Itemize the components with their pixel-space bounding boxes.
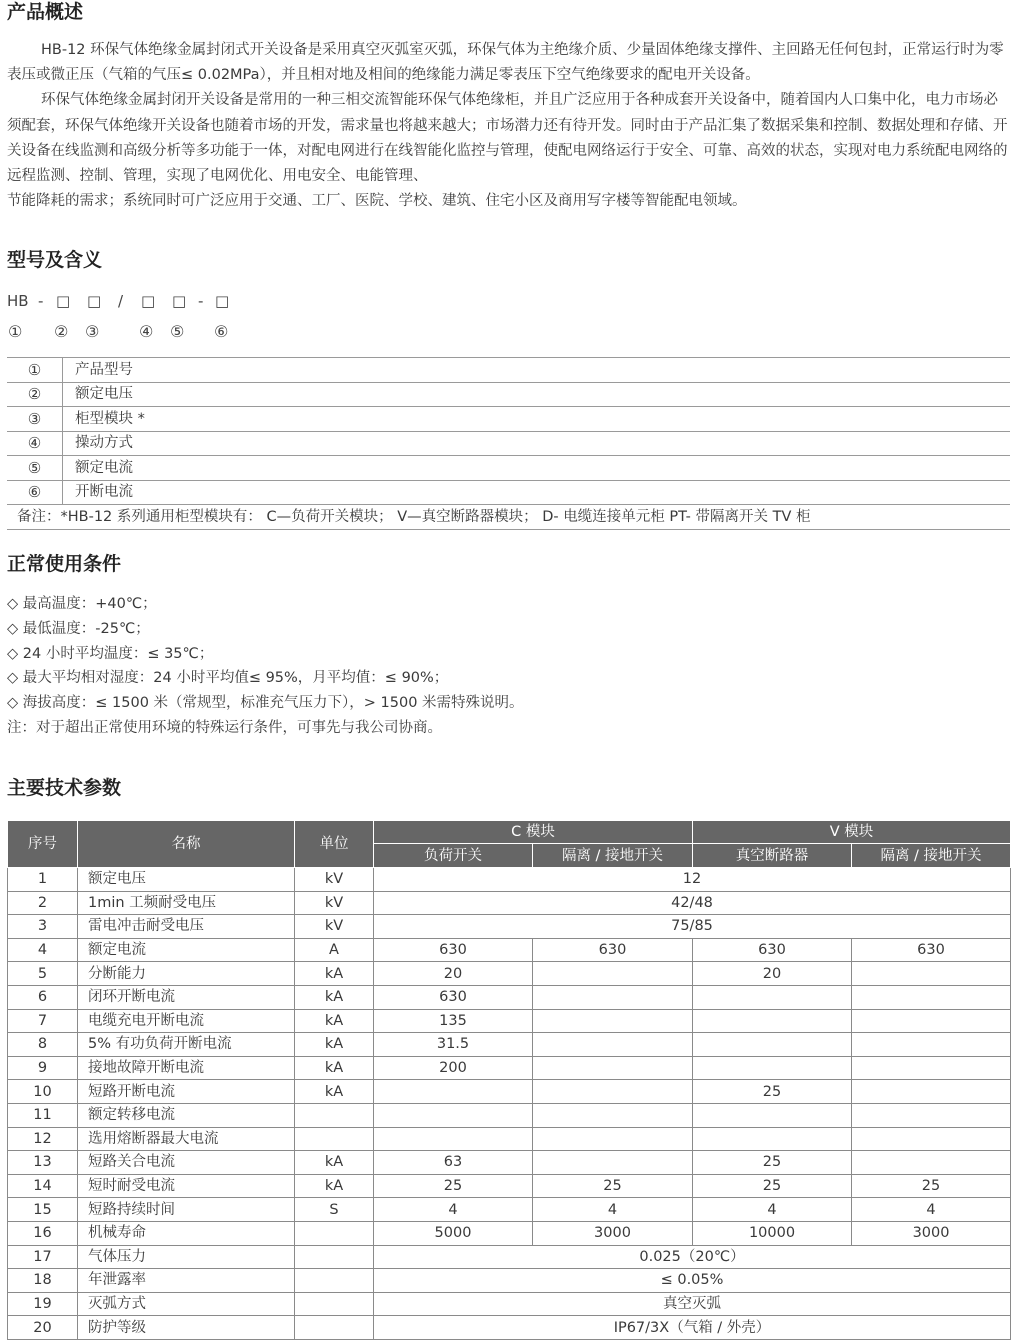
circle-number: ⑤ bbox=[170, 322, 185, 341]
row-unit bbox=[295, 1269, 374, 1293]
meaning-index: ① bbox=[7, 358, 63, 383]
row-value bbox=[693, 1103, 852, 1127]
row-seq: 11 bbox=[8, 1103, 78, 1127]
row-name: 闭环开断电流 bbox=[78, 985, 295, 1009]
table-row bbox=[8, 1269, 1011, 1293]
meaning-index: ⑤ bbox=[7, 456, 63, 481]
meaning-text: 额定电压 bbox=[63, 382, 1011, 407]
row-unit: kV bbox=[295, 915, 374, 939]
row-value-merged: 12 bbox=[374, 868, 1011, 892]
row-value bbox=[533, 985, 693, 1009]
code-token: / bbox=[118, 292, 124, 310]
row-value: 25 bbox=[693, 1174, 852, 1198]
row-value: 5000 bbox=[374, 1221, 533, 1245]
conditions-heading: 正常使用条件 bbox=[7, 553, 122, 575]
row-value bbox=[693, 1033, 852, 1057]
row-value bbox=[852, 985, 1011, 1009]
overview-paragraph-1: HB-12 环保气体绝缘金属封闭式开关设备是采用真空灭弧室灭弧，环保气体为主绝缘介质、少量固体绝缘支撑件、主回路无任何包封，正常运行时为零表压或微正压（气箱的气压≤ 0.02MPa），并且相对地及相间的绝缘能力满足零表压下空气绝缘要求的配电开关设备。 bbox=[7, 42, 1004, 84]
row-seq: 19 bbox=[8, 1292, 78, 1316]
row-value: 200 bbox=[374, 1056, 533, 1080]
model-heading: 型号及含义 bbox=[7, 249, 103, 271]
table-row bbox=[7, 382, 1010, 407]
row-value bbox=[693, 1056, 852, 1080]
meaning-index: ⑥ bbox=[7, 480, 63, 505]
row-value bbox=[852, 1151, 1011, 1175]
params-section bbox=[7, 776, 1010, 1340]
circle-number: ① bbox=[8, 322, 23, 341]
table-row bbox=[7, 456, 1010, 481]
row-seq: 3 bbox=[8, 915, 78, 939]
row-value: 630 bbox=[374, 938, 533, 962]
row-seq: 1 bbox=[8, 868, 78, 892]
row-value bbox=[533, 1009, 693, 1033]
header-c-load-switch: 负荷开关 bbox=[374, 844, 533, 868]
table-row bbox=[8, 1033, 1011, 1057]
row-seq: 8 bbox=[8, 1033, 78, 1057]
model-meaning-table bbox=[7, 357, 1010, 530]
row-name: 短时耐受电流 bbox=[78, 1174, 295, 1198]
row-value: 63 bbox=[374, 1151, 533, 1175]
model-section bbox=[7, 248, 1010, 530]
row-value: 630 bbox=[852, 938, 1011, 962]
row-unit: kA bbox=[295, 1009, 374, 1033]
row-value-merged: 42/48 bbox=[374, 891, 1011, 915]
table-row bbox=[7, 358, 1010, 383]
row-value: 4 bbox=[852, 1198, 1011, 1222]
row-value bbox=[693, 985, 852, 1009]
model-note: 备注：*HB-12 系列通用柜型模块有： C—负荷开关模块； V—真空断路器模块； D- 电缆连接单元柜 PT- 带隔离开关 TV 柜 bbox=[7, 505, 1010, 530]
row-unit bbox=[295, 1103, 374, 1127]
code-token: HB bbox=[7, 292, 29, 310]
circle-number: ② bbox=[54, 322, 69, 341]
row-value bbox=[693, 1009, 852, 1033]
row-value: 4 bbox=[374, 1198, 533, 1222]
row-value bbox=[852, 1056, 1011, 1080]
row-seq: 17 bbox=[8, 1245, 78, 1269]
row-value: 20 bbox=[374, 962, 533, 986]
header-seq: 序号 bbox=[8, 821, 78, 868]
row-value bbox=[533, 1151, 693, 1175]
row-unit bbox=[295, 1221, 374, 1245]
row-value: 4 bbox=[693, 1198, 852, 1222]
overview-paragraph-2: 环保气体绝缘金属封闭开关设备是常用的一种三相交流智能环保气体绝缘柜，并且广泛应用于各种成套开关设备中，随着国内人口集中化，电力市场必须配套，环保气体绝缘开关设备也随着市场的开发，需求量也将越来越大；市场潜力还有待开发。同时由于产品汇集了数据采集和控制、数据处理和存储、开关设备在线监测和高级分析等多功能于一体，对配电网进行在线智能化监控与管理，使配电网络运行于安全、可靠、高效的状态，实现对电力系统配电网络的远程监测、控制、管理，实现了电网优化、用电安全、电能管理、 bbox=[7, 92, 1008, 185]
row-seq: 13 bbox=[8, 1151, 78, 1175]
row-value bbox=[852, 962, 1011, 986]
row-name: 雷电冲击耐受电压 bbox=[78, 915, 295, 939]
row-unit: kA bbox=[295, 1174, 374, 1198]
row-value bbox=[852, 1080, 1011, 1104]
table-row bbox=[7, 505, 1010, 530]
meaning-text: 产品型号 bbox=[63, 358, 1011, 383]
row-unit: kV bbox=[295, 891, 374, 915]
table-row bbox=[8, 1151, 1011, 1175]
header-c-module: C 模块 bbox=[374, 821, 693, 844]
table-row bbox=[8, 1009, 1011, 1033]
row-value bbox=[374, 1127, 533, 1151]
row-name: 灭弧方式 bbox=[78, 1292, 295, 1316]
row-value-merged: 真空灭弧 bbox=[374, 1292, 1011, 1316]
meaning-text: 柜型模块 * bbox=[63, 407, 1011, 432]
row-value: 25 bbox=[374, 1174, 533, 1198]
row-value bbox=[852, 1103, 1011, 1127]
table-row bbox=[8, 891, 1011, 915]
row-value: 25 bbox=[693, 1080, 852, 1104]
row-unit: kA bbox=[295, 962, 374, 986]
table-row bbox=[8, 1245, 1011, 1269]
row-name: 短路开断电流 bbox=[78, 1080, 295, 1104]
row-name: 机械寿命 bbox=[78, 1221, 295, 1245]
table-row bbox=[7, 407, 1010, 432]
meaning-index: ② bbox=[7, 382, 63, 407]
condition-item: ◇ 24 小时平均温度：≤ 35℃； bbox=[7, 645, 214, 662]
table-row bbox=[8, 1080, 1011, 1104]
row-value: 10000 bbox=[693, 1221, 852, 1245]
row-value: 630 bbox=[533, 938, 693, 962]
row-value: 630 bbox=[693, 938, 852, 962]
code-box: □ bbox=[215, 292, 230, 310]
row-value bbox=[533, 1056, 693, 1080]
row-seq: 14 bbox=[8, 1174, 78, 1198]
condition-item: ◇ 最大平均相对湿度：24 小时平均值≤ 95%，月平均值：≤ 90%； bbox=[7, 670, 449, 687]
table-row bbox=[8, 1221, 1011, 1245]
table-row bbox=[8, 962, 1011, 986]
row-unit: kV bbox=[295, 868, 374, 892]
header-c-isolating-switch: 隔离 / 接地开关 bbox=[533, 844, 693, 868]
row-name: 短路关合电流 bbox=[78, 1151, 295, 1175]
row-value bbox=[374, 1080, 533, 1104]
row-name: 年泄露率 bbox=[78, 1269, 295, 1293]
params-table-body bbox=[8, 868, 1011, 1340]
table-row bbox=[8, 1103, 1011, 1127]
row-value: 25 bbox=[852, 1174, 1011, 1198]
row-unit: kA bbox=[295, 1151, 374, 1175]
row-value: 3000 bbox=[533, 1221, 693, 1245]
row-value: 25 bbox=[533, 1174, 693, 1198]
model-code-numbers bbox=[7, 319, 1010, 345]
row-unit bbox=[295, 1127, 374, 1151]
row-name: 额定转移电流 bbox=[78, 1103, 295, 1127]
row-unit: kA bbox=[295, 1056, 374, 1080]
condition-item: ◇ 最低温度：-25℃； bbox=[7, 620, 150, 637]
row-seq: 15 bbox=[8, 1198, 78, 1222]
row-seq: 6 bbox=[8, 985, 78, 1009]
conditions-note: 注：对于超出正常使用环境的特殊运行条件，可事先与我公司协商。 bbox=[7, 719, 442, 736]
table-row bbox=[8, 915, 1011, 939]
table-row bbox=[7, 431, 1010, 456]
table-row bbox=[8, 938, 1011, 962]
row-seq: 7 bbox=[8, 1009, 78, 1033]
row-value bbox=[852, 1033, 1011, 1057]
row-seq: 20 bbox=[8, 1316, 78, 1340]
code-token: - bbox=[38, 292, 44, 310]
table-row bbox=[8, 1316, 1011, 1340]
row-value bbox=[693, 1127, 852, 1151]
row-unit bbox=[295, 1245, 374, 1269]
table-row bbox=[8, 1174, 1011, 1198]
row-value: 4 bbox=[533, 1198, 693, 1222]
code-box: □ bbox=[141, 292, 156, 310]
row-value-merged: ≤ 0.05% bbox=[374, 1269, 1011, 1293]
row-value: 630 bbox=[374, 985, 533, 1009]
row-seq: 16 bbox=[8, 1221, 78, 1245]
table-row bbox=[8, 1056, 1011, 1080]
code-box: □ bbox=[172, 292, 187, 310]
circle-number: ⑥ bbox=[214, 322, 229, 341]
row-value: 20 bbox=[693, 962, 852, 986]
row-value: 25 bbox=[693, 1151, 852, 1175]
meaning-index: ③ bbox=[7, 407, 63, 432]
row-unit: kA bbox=[295, 985, 374, 1009]
table-row bbox=[8, 1198, 1011, 1222]
row-seq: 2 bbox=[8, 891, 78, 915]
code-box: □ bbox=[56, 292, 71, 310]
row-value bbox=[852, 1127, 1011, 1151]
row-value: 135 bbox=[374, 1009, 533, 1033]
row-seq: 4 bbox=[8, 938, 78, 962]
header-unit: 单位 bbox=[295, 821, 374, 868]
code-token: - bbox=[198, 292, 204, 310]
row-seq: 10 bbox=[8, 1080, 78, 1104]
table-row bbox=[7, 480, 1010, 505]
row-unit: kA bbox=[295, 1080, 374, 1104]
meaning-index: ④ bbox=[7, 431, 63, 456]
row-unit bbox=[295, 1316, 374, 1340]
row-unit: S bbox=[295, 1198, 374, 1222]
meaning-text: 额定电流 bbox=[63, 456, 1011, 481]
circle-number: ④ bbox=[139, 322, 154, 341]
header-v-module: V 模块 bbox=[693, 821, 1011, 844]
row-unit: kA bbox=[295, 1033, 374, 1057]
header-name: 名称 bbox=[78, 821, 295, 868]
row-name: 接地故障开断电流 bbox=[78, 1056, 295, 1080]
row-value: 3000 bbox=[852, 1221, 1011, 1245]
condition-item: ◇ 最高温度：+40℃； bbox=[7, 596, 157, 612]
params-heading: 主要技术参数 bbox=[7, 777, 122, 799]
row-value-merged: IP67/3X（气箱 / 外壳） bbox=[374, 1316, 1011, 1340]
row-value bbox=[533, 962, 693, 986]
row-value bbox=[374, 1103, 533, 1127]
row-value bbox=[533, 1127, 693, 1151]
model-code bbox=[7, 289, 1010, 313]
row-name: 1min 工频耐受电压 bbox=[78, 891, 295, 915]
meaning-text: 开断电流 bbox=[63, 480, 1011, 505]
row-name: 额定电流 bbox=[78, 938, 295, 962]
row-name: 分断能力 bbox=[78, 962, 295, 986]
overview-section bbox=[7, 0, 1010, 214]
row-seq: 5 bbox=[8, 962, 78, 986]
condition-item: ◇ 海拔高度：≤ 1500 米（常规型，标准充气压力下），> 1500 米需特殊说明。 bbox=[7, 695, 524, 712]
row-value bbox=[533, 1080, 693, 1104]
row-value-merged: 75/85 bbox=[374, 915, 1011, 939]
table-row bbox=[8, 985, 1011, 1009]
row-value bbox=[852, 1009, 1011, 1033]
row-name: 额定电压 bbox=[78, 868, 295, 892]
row-value bbox=[533, 1033, 693, 1057]
header-v-vacuum-breaker: 真空断路器 bbox=[693, 844, 852, 868]
table-row bbox=[8, 868, 1011, 892]
overview-heading: 产品概述 bbox=[7, 1, 84, 23]
row-name: 电缆充电开断电流 bbox=[78, 1009, 295, 1033]
table-row bbox=[8, 1127, 1011, 1151]
conditions-section bbox=[7, 552, 1010, 741]
row-name: 选用熔断器最大电流 bbox=[78, 1127, 295, 1151]
overview-paragraph-3: 节能降耗的需求；系统同时可广泛应用于交通、工厂、医院、学校、建筑、住宅小区及商用写字楼等智能配电领域。 bbox=[7, 193, 747, 210]
row-name: 气体压力 bbox=[78, 1245, 295, 1269]
row-value-merged: 0.025（20℃） bbox=[374, 1245, 1011, 1269]
row-unit: A bbox=[295, 938, 374, 962]
row-name: 短路持续时间 bbox=[78, 1198, 295, 1222]
row-value bbox=[533, 1103, 693, 1127]
row-seq: 18 bbox=[8, 1269, 78, 1293]
row-name: 5% 有功负荷开断电流 bbox=[78, 1033, 295, 1057]
row-value: 31.5 bbox=[374, 1033, 533, 1057]
row-unit bbox=[295, 1292, 374, 1316]
row-name: 防护等级 bbox=[78, 1316, 295, 1340]
row-seq: 9 bbox=[8, 1056, 78, 1080]
table-row bbox=[8, 1292, 1011, 1316]
row-seq: 12 bbox=[8, 1127, 78, 1151]
circle-number: ③ bbox=[85, 322, 100, 341]
code-box: □ bbox=[87, 292, 102, 310]
params-table bbox=[7, 820, 1011, 1340]
header-v-isolating-switch: 隔离 / 接地开关 bbox=[852, 844, 1011, 868]
meaning-text: 操动方式 bbox=[63, 431, 1011, 456]
